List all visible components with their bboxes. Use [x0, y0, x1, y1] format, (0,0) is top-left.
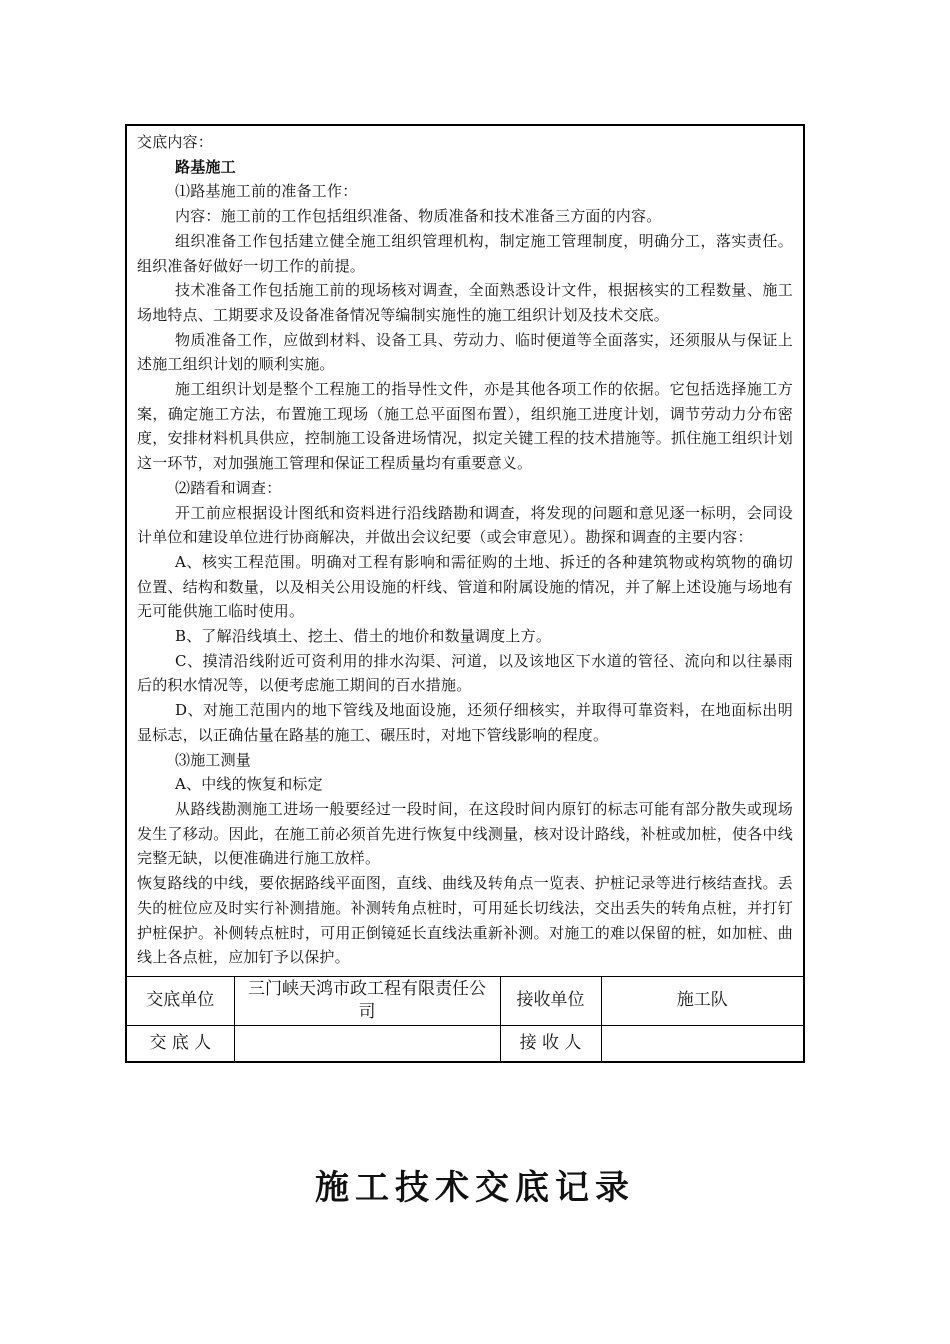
content-paragraph: C、摸清沿线附近可资利用的排水沟渠、河道，以及该地区下水道的管径、流向和以往暴雨后的积水情况等，以便考虑施工期间的百水措施。 [137, 651, 793, 695]
receiver-value [601, 1025, 803, 1061]
handover-person-value [234, 1025, 500, 1061]
content-label: 交底内容： [137, 133, 214, 151]
content-paragraphs [137, 155, 793, 970]
handover-unit-label: 交底单位 [127, 976, 234, 1025]
content-paragraph: 内容：施工前的工作包括组织准备、物质准备和技术准备三方面的内容。 [175, 207, 662, 226]
content-paragraph: 恢复路线的中线，要依据路线平面图，直线、曲线及转角点一览表、护桩记录等进行核结查找。丢失的桩位应及时实行补测措施。补测转角点桩时，可用延长切线法，交出丢失的转角点桩，并打钉护桩保护。补侧转点桩时，可用正倒镜延长直线法重新补测。对施工的难以保留的桩，如加桩、曲线上各点桩，应加钉予以保护。 [137, 874, 793, 967]
content-paragraph: 路基施工 [175, 157, 236, 176]
receiver-label: 接 收 人 [500, 1025, 601, 1061]
content-paragraph: 物质准备工作，应做到材料、设备工具、劳动力、临时便道等全面落实，还须服从与保证上述施工组织计划的顺利实施。 [137, 330, 793, 374]
receiving-unit-value: 施工队 [601, 976, 803, 1025]
handover-record-sheet [125, 124, 805, 1063]
handover-content [127, 126, 803, 976]
handover-person-label: 交 底 人 [127, 1025, 234, 1061]
content-paragraph: ⑴路基施工前的准备工作： [175, 182, 358, 201]
content-paragraph: B、了解沿线填土、挖土、借土的地价和数量调度上方。 [175, 627, 552, 646]
content-paragraph: 开工前应根据设计图纸和资料进行沿线踏勘和调查，将发现的问题和意见逐一标明，会同设计单位和建设单位进行协商解决，并做出会议纪要（或会审意见）。勘探和调查的主要内容： [137, 503, 793, 547]
content-paragraph: 施工组织计划是整个工程施工的指导性文件，亦是其他各项工作的依据。它包括选择施工方案，确定施工方法，布置施工现场（施工总平面图布置），组织施工进度计划，调节劳动力分布密度，安排材料机具供应，控制施工设备进场情况，拟定关键工程的技术措施等。抓住施工组织计划这一环节，对加强施工管理和保证工程质量均有重要意义。 [137, 380, 793, 473]
content-paragraph: D、对施工范围内的地下管线及地面设施，还须仔细核实，并取得可靠资料，在地面标出明显标志，以正确估量在路基的施工、碾压时，对地下管线影响的程度。 [137, 701, 793, 744]
content-paragraph: ⑶施工测量 [175, 750, 252, 769]
content-paragraph: 从路线勘测施工进场一般要经过一段时间，在这段时间内原钉的标志可能有部分散失或现场发生了移动。因此，在施工前必须首先进行恢复中线测量，核对设计路线，补桩或加桩，使各中线完整无缺，以便准确进行施工放样。 [137, 799, 793, 868]
content-paragraph: 组织准备工作包括建立健全施工组织管理机构，制定施工管理制度，明确分工，落实责任。组织准备好做好一切工作的前提。 [137, 231, 793, 275]
content-paragraph: ⑵踏看和调查： [175, 478, 282, 497]
content-paragraph: 技术准备工作包括施工前的现场核对调查，全面熟悉设计文件，根据核实的工程数量、施工场地特点、工期要求及设备准备情况等编制实施性的施工组织计划及技术交底。 [137, 281, 793, 324]
handover-unit-value: 三门峡天鸿市政工程有限责任公司 [234, 976, 500, 1025]
unit-row [127, 976, 803, 1025]
content-paragraph: A、核实工程范围。明确对工程有影响和需征购的土地、拆迁的各种建筑物或构筑物的确切位置、结构和数量，以及相关公用设施的杆线、管道和附属设施的情况，并了解上述设施与场地有无可能供施工临时使用。 [137, 552, 793, 621]
receiving-unit-label: 接收单位 [500, 976, 601, 1025]
person-row [127, 1025, 803, 1061]
content-paragraph: A、中线的恢复和标定 [175, 775, 323, 794]
document-title: 施工技术交底记录 [315, 1168, 635, 1208]
signature-table [127, 976, 803, 1061]
